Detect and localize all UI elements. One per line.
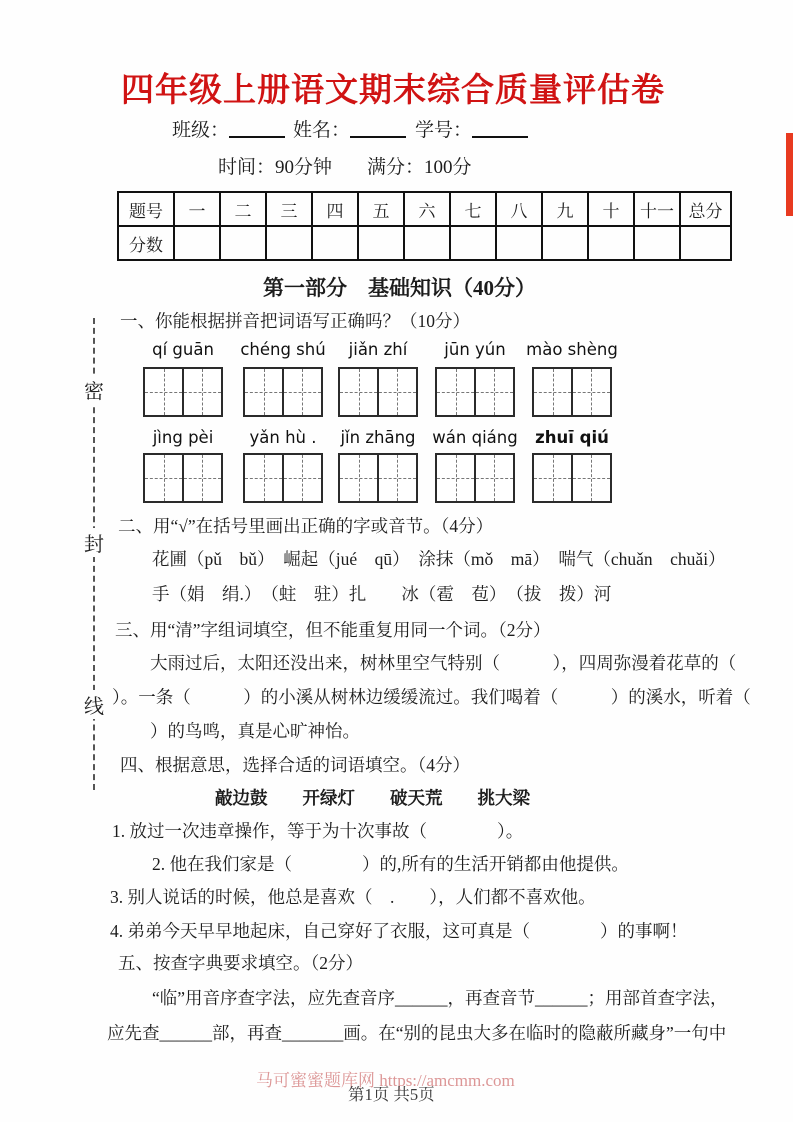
- writing-grid: [143, 453, 223, 503]
- score-empty-cell: [588, 226, 634, 260]
- score-table-header-row: [118, 192, 731, 226]
- score-empty-cell: [634, 226, 680, 260]
- score-header-cell: 八: [496, 192, 542, 226]
- score-table: [117, 191, 732, 261]
- full-score: 满分：100分: [367, 157, 472, 178]
- name-field: [293, 115, 406, 142]
- q1-pinyin: jiǎn zhí: [348, 340, 408, 359]
- writing-grid: [243, 367, 323, 417]
- score-header-cell: 五: [358, 192, 404, 226]
- score-empty-cell: [404, 226, 450, 260]
- q1-pinyin: qí guān: [152, 340, 214, 359]
- q2-title: 二、用“√”在括号里画出正确的字或音节。（4分）: [118, 516, 494, 536]
- name-label: 姓名：: [293, 120, 351, 141]
- writing-grid: [532, 453, 612, 503]
- q1-pinyin: jǐn zhāng: [340, 428, 416, 447]
- student-id-label: 学号：: [415, 120, 473, 141]
- q4-item: 3. 别人说话的时候，他总是喜欢（ . ），人们都不喜欢他。: [110, 887, 596, 907]
- score-header-cell: 题号: [118, 192, 174, 226]
- q4-item: 4. 弟弟今天早早地起床，自己穿好了衣服，这可真是（ ）的事啊！: [110, 921, 688, 941]
- score-row-label: 分数: [118, 226, 174, 260]
- seal-char-feng: 封: [83, 528, 105, 557]
- class-blank: [229, 120, 285, 138]
- q1-pinyin: jūn yún: [444, 340, 506, 359]
- student-id-blank: [472, 120, 528, 138]
- q2-line2: 手（娟 绢.） （蛀 驻）扎 冰（雹 苞） （拔 拨）河: [152, 584, 612, 604]
- score-header-cell: 六: [404, 192, 450, 226]
- score-header-cell: 一: [174, 192, 220, 226]
- q1-pinyin: chéng shú: [240, 340, 326, 359]
- q2-line1: 花圃（pǔ bǔ） 崛起（jué qū） 涂抹（mǒ mā） 喘气（chuǎn chuǎi）: [152, 549, 726, 569]
- score-header-cell: 十: [588, 192, 634, 226]
- writing-grid: [338, 453, 418, 503]
- q1-pinyin: wán qiáng: [432, 428, 518, 447]
- time-limit: 时间：90分钟: [218, 157, 333, 178]
- score-header-cell: 七: [450, 192, 496, 226]
- q1-pinyin: jìng pèi: [152, 428, 214, 447]
- seal-char-mi: 密: [83, 375, 105, 404]
- writing-grid: [143, 367, 223, 417]
- score-empty-cell: [174, 226, 220, 260]
- name-blank: [350, 120, 406, 138]
- q3-line2: ）。一条（ ）的小溪从树林边缓缓流过。我们喝着（ ）的溪水，听着（: [112, 687, 751, 707]
- q4-item: 2. 他在我们家是（ ）的,所有的生活开销都由他提供。: [152, 854, 629, 874]
- q1-pinyin: zhuī qiú: [535, 428, 609, 447]
- score-empty-cell: [496, 226, 542, 260]
- score-header-cell: 总分: [680, 192, 731, 226]
- seal-char-xian: 线: [83, 690, 105, 719]
- writing-grid: [435, 453, 515, 503]
- score-table-score-row: [118, 226, 731, 260]
- q5-line1: “临”用音序查字法，应先查音序______，再查音节______；用部首查字法，: [152, 988, 728, 1008]
- class-field: [172, 115, 285, 142]
- q5-line2: 应先查______部，再查_______画。在“别的昆虫大多在临时的隐蔽所藏身”一句中: [107, 1023, 727, 1043]
- watermark: 马可蜜蜜题库网 https://amcmm.com: [256, 1071, 515, 1090]
- writing-grid: [338, 367, 418, 417]
- q4-word-bank: 敲边鼓 开绿灯 破天荒 挑大梁: [215, 788, 530, 808]
- q4-title: 四、根据意思，选择合适的词语填空。（4分）: [120, 755, 470, 775]
- q3-title: 三、用“清”字组词填空，但不能重复用同一个词。（2分）: [115, 620, 551, 640]
- q3-line1: 大雨过后，太阳还没出来，树林里空气特别（ ），四周弥漫着花草的（: [150, 653, 737, 673]
- score-empty-cell: [542, 226, 588, 260]
- q4-item: 1. 放过一次违章操作，等于为十次事故（ ）。: [112, 821, 524, 841]
- score-empty-cell: [220, 226, 266, 260]
- score-empty-cell: [358, 226, 404, 260]
- q3-line3: ）的鸟鸣，真是心旷神怡。: [150, 721, 360, 741]
- score-empty-cell: [450, 226, 496, 260]
- q1-pinyin: mào shèng: [526, 340, 618, 359]
- q5-title: 五、按查字典要求填空。（2分）: [118, 953, 363, 973]
- writing-grid: [435, 367, 515, 417]
- writing-grid: [243, 453, 323, 503]
- student-id-field: [415, 115, 528, 142]
- red-accent-bar: [786, 133, 793, 216]
- score-header-cell: 二: [220, 192, 266, 226]
- score-empty-cell: [312, 226, 358, 260]
- score-header-cell: 十一: [634, 192, 680, 226]
- part1-heading: 第一部分 基础知识（40分）: [263, 276, 536, 300]
- score-header-cell: 九: [542, 192, 588, 226]
- q1-pinyin: yǎn hù .: [249, 428, 317, 447]
- score-header-cell: 四: [312, 192, 358, 226]
- score-empty-cell: [680, 226, 731, 260]
- writing-grid: [532, 367, 612, 417]
- score-header-cell: 三: [266, 192, 312, 226]
- page-number: 第1页 共5页: [348, 1085, 435, 1104]
- score-empty-cell: [266, 226, 312, 260]
- q1-title: 一、你能根据拼音把词语写正确吗？（10分）: [120, 311, 470, 331]
- class-label: 班级：: [172, 120, 230, 141]
- page-title: 四年级上册语文期末综合质量评估卷: [121, 71, 665, 108]
